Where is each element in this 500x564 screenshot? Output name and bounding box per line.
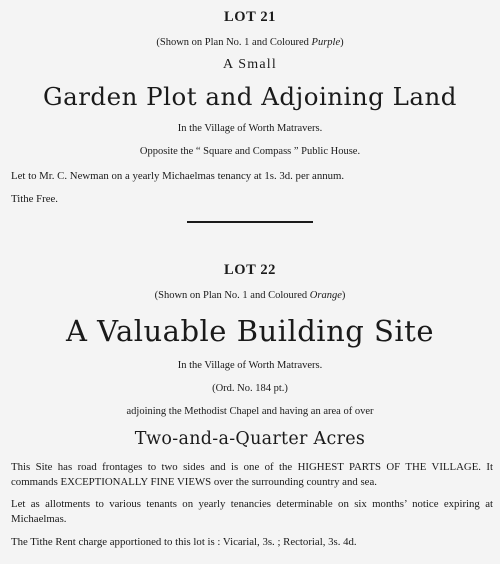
lot-21-opposite: Opposite the “ Square and Compass ” Public House.: [139, 146, 361, 157]
lot-22-tithe-rent: The Tithe Rent charge apportioned to this lot is : Vicarial, 3s. ; Rectorial, 3s. 4d.: [11, 536, 357, 548]
lot-22-adjoining: adjoining the Methodist Chapel and having an area of over: [126, 406, 374, 417]
lot-21-let: Let to Mr. C. Newman on a yearly Michaelmas tenancy at 1s. 3d. per annum.: [11, 170, 345, 182]
lot-22-plan-color: Orange: [309, 290, 342, 301]
lot-22-area: Two-and-a-Quarter Acres: [134, 429, 366, 449]
lot-22-number: LOT 22: [223, 262, 277, 278]
lot-21-title: Garden Plot and Adjoining Land: [43, 82, 457, 111]
lot-22-plan-prefix: (Shown on Plan No. 1 and Coloured: [154, 290, 310, 301]
lot-21-tithe: Tithe Free.: [11, 193, 58, 205]
lot-21-title-small: A Small: [223, 57, 277, 72]
lot-21-village: In the Village of Worth Matravers.: [177, 123, 323, 134]
lot-22-allotments: Let as allotments to various tenants on yearly tenancies determinable on six months’ notice expiring at Michaelmas.: [11, 498, 493, 525]
lot-21-plan-color: Purple: [311, 37, 341, 48]
lot-22-description: This Site has road frontages to two sides and is one of the HIGHEST PARTS OF THE VILLAGE. It commands EXCEPTIONALLY FINE VIEWS over the surrounding country and sea.: [11, 461, 493, 488]
lot-21-plan-prefix: (Shown on Plan No. 1 and Coloured: [156, 37, 312, 48]
lot-21-number: LOT 21: [223, 9, 277, 25]
lot-22-plan-note: [0, 290, 500, 301]
section-divider: [187, 221, 313, 223]
lot-22-title: A Valuable Building Site: [66, 314, 434, 348]
lot-22-village: In the Village of Worth Matravers.: [177, 360, 323, 371]
lot-22-plan-suffix: ): [341, 290, 346, 301]
lot-21-plan-suffix: ): [340, 37, 344, 48]
lot-22-ord: (Ord. No. 184 pt.): [212, 383, 288, 394]
lot-21-plan-note: [0, 37, 500, 48]
